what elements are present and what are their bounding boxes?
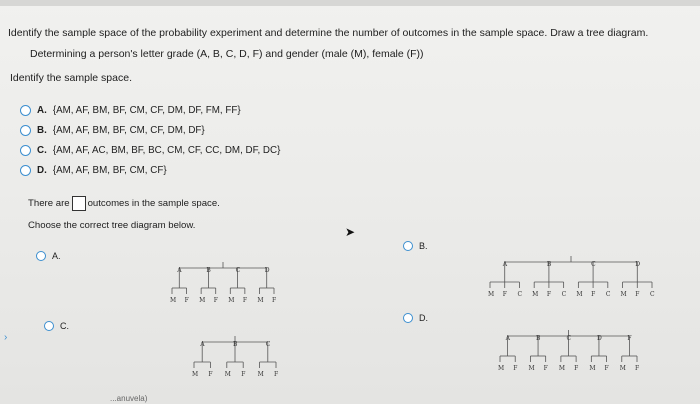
tree-leaf-label: F	[604, 365, 609, 372]
radio-button[interactable]	[403, 313, 413, 323]
option-letter: D.	[37, 165, 47, 176]
tree-leaf-label: M	[170, 297, 177, 304]
tree-root-label: B	[536, 335, 541, 342]
option-letter: B.	[37, 125, 47, 136]
footer-text: ...anuvela)	[110, 394, 148, 403]
tree-diagram-b	[486, 256, 656, 306]
tree-leaf-label: F	[241, 371, 246, 378]
tree-leaf-label: F	[502, 291, 507, 298]
tree-leaf-label: F	[242, 297, 248, 304]
tree-option-label: A.	[52, 251, 61, 261]
tree-leaf-label: F	[635, 365, 640, 372]
tree-diagram-a	[168, 262, 278, 312]
tree-leaf-label: M	[257, 371, 264, 378]
tree-root-label: B	[546, 261, 552, 268]
tree-option-a[interactable]	[36, 251, 61, 261]
tree-leaf-label: F	[272, 297, 277, 304]
subprompt-text: Identify the sample space.	[10, 72, 132, 84]
tree-option-c[interactable]	[44, 321, 69, 331]
tree-leaf-label: M	[257, 297, 264, 304]
tree-leaf-label: M	[192, 371, 199, 378]
tree-leaf-label: M	[558, 365, 566, 372]
option-b[interactable]	[20, 125, 205, 136]
choose-tree-prompt: Choose the correct tree diagram below.	[28, 220, 196, 231]
tree-leaf-label: M	[589, 365, 596, 372]
option-text: {AM, AF, BM, BF, CM, CF, DM, DF, FM, FF}	[52, 105, 241, 116]
tree-option-d[interactable]	[403, 313, 428, 323]
option-text: {AM, AF, AC, BM, BF, BC, CM, CF, CC, DM, DF, DC}	[52, 145, 281, 156]
tree-leaf-label: M	[620, 291, 627, 298]
tree-root-label: C	[591, 261, 596, 268]
tree-leaf-label: F	[274, 371, 279, 378]
tree-root-label: C	[265, 341, 271, 348]
radio-button[interactable]	[20, 125, 31, 136]
option-a[interactable]	[20, 105, 241, 116]
tree-root-label: B	[233, 341, 238, 348]
tree-leaf-label: F	[543, 365, 548, 372]
tree-root-label: B	[206, 267, 211, 274]
tree-leaf-label: F	[513, 365, 518, 372]
radio-button[interactable]	[20, 165, 31, 176]
tree-root-label: D	[264, 267, 270, 274]
tree-root-label: D	[596, 335, 602, 342]
tree-root-label: C	[235, 267, 241, 274]
tree-root-label: A	[505, 335, 510, 342]
tree-leaf-label: M	[576, 291, 583, 298]
experiment-description: Determining a person's letter grade (A, B, C, D, F) and gender (male (M), female (F))	[30, 48, 424, 60]
tree-leaf-label: F	[208, 371, 213, 378]
tree-leaf-label: M	[498, 365, 505, 372]
tree-diagram-d	[496, 330, 641, 380]
outcomes-input[interactable]	[72, 196, 86, 211]
option-text: {AM, AF, BM, BF, CM, CF}	[52, 165, 167, 176]
option-c[interactable]	[20, 145, 280, 156]
tree-leaf-label: M	[228, 297, 235, 304]
radio-button[interactable]	[403, 241, 413, 251]
tree-leaf-label: F	[213, 297, 218, 304]
outcomes-sentence	[28, 196, 220, 211]
tree-leaf-label: M	[199, 297, 206, 304]
option-d[interactable]	[20, 165, 167, 176]
radio-button[interactable]	[20, 105, 31, 116]
radio-button[interactable]	[44, 321, 54, 331]
radio-button[interactable]	[36, 251, 46, 261]
tree-leaf-label: C	[605, 291, 611, 298]
tree-leaf-label: C	[650, 291, 655, 298]
tree-leaf-label: C	[517, 291, 523, 298]
tree-leaf-label: M	[488, 291, 495, 298]
mouse-cursor-icon: ➤	[345, 225, 356, 239]
tree-root-label: D	[635, 261, 641, 268]
option-letter: A.	[37, 105, 47, 116]
tree-leaf-label: F	[591, 291, 596, 298]
tree-option-label: B.	[419, 241, 428, 251]
tree-option-label: D.	[419, 313, 428, 323]
tree-root-label: A	[200, 341, 205, 348]
tree-leaf-label: F	[574, 365, 579, 372]
tree-leaf-label: M	[528, 365, 535, 372]
tree-leaf-label: F	[184, 297, 189, 304]
tree-leaf-label: F	[546, 291, 552, 298]
outcomes-prefix: There are	[28, 198, 70, 209]
chevron-right-icon[interactable]: ›	[4, 332, 8, 343]
tree-root-label: F	[627, 335, 632, 342]
question-text: Identify the sample space of the probability experiment and determine the number of outcomes in the sample space. Draw a tree diagram.	[8, 27, 649, 39]
tree-leaf-label: F	[635, 291, 640, 298]
tree-diagram-c	[190, 336, 280, 386]
tree-option-label: C.	[60, 321, 69, 331]
tree-root-label: A	[177, 267, 182, 274]
tree-root-label: C	[566, 335, 572, 342]
tree-leaf-label: C	[561, 291, 567, 298]
radio-button[interactable]	[20, 145, 31, 156]
tree-leaf-label: M	[619, 365, 626, 372]
tree-option-b[interactable]	[403, 241, 428, 251]
tree-leaf-label: M	[532, 291, 539, 298]
tree-leaf-label: M	[224, 371, 231, 378]
outcomes-suffix: outcomes in the sample space.	[87, 198, 220, 209]
option-text: {AM, AF, BM, BF, CM, CF, DM, DF}	[52, 125, 205, 136]
tree-root-label: A	[502, 261, 508, 268]
option-letter: C.	[37, 145, 47, 156]
top-bar	[0, 0, 700, 6]
